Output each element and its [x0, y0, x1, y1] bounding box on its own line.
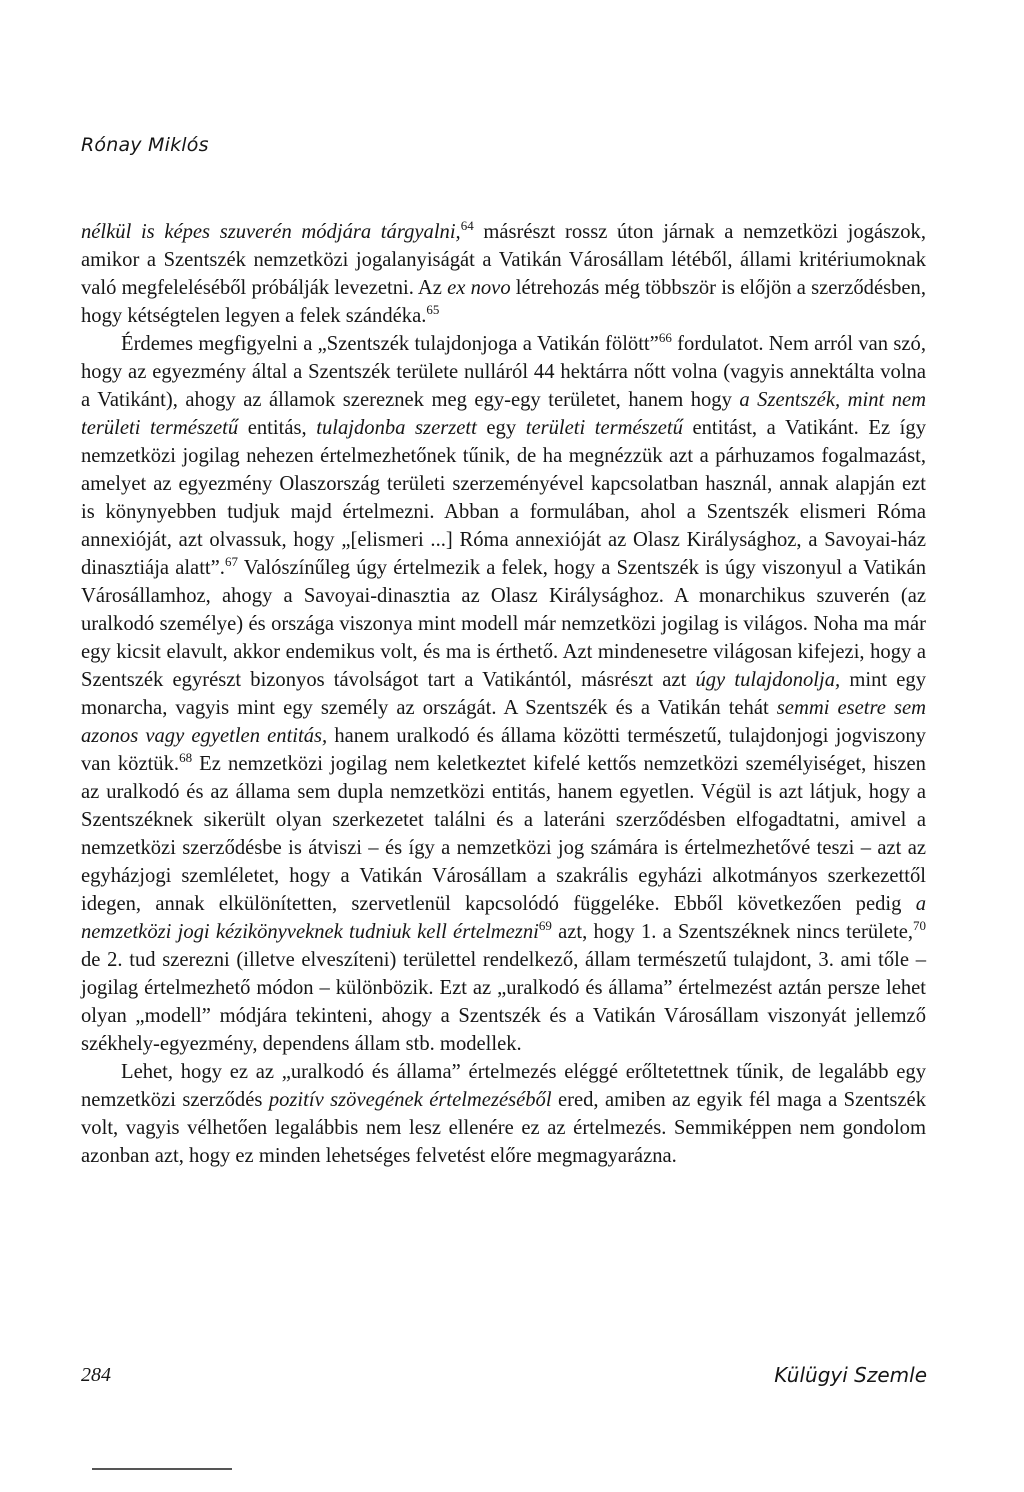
text-run: Lehet, hogy ez az „uralkodó és állama” értelmezés eléggé erőltetettnek tűnik, de legalább egy nemzetközi szerződés — [81, 1061, 926, 1111]
running-head-author: Rónay Miklós — [81, 134, 209, 156]
text-run: Valószínűleg úgy értelmezik a felek, hogy a Szentszék is úgy viszonyul a Vatikán Városállamhoz, ahogy a Savoyai-dinasztia az Olasz Királysághoz. A monarchikus szuverén (az uralkodó személye) és országa viszonya mint modell már nemzetközi jogilag is világos. Noha ma már egy kicsit elavult, akkor endemikus volt, és ma is érthető. Azt mindenesetre világosan kifejezi, hogy a Szentszék egyrészt bizonyos távolságot tart a Vatikántól, másrészt azt — [81, 557, 926, 691]
footnote-ref-65[interactable]: 65 — [426, 302, 440, 317]
footnote-ref-66[interactable]: 66 — [658, 330, 672, 345]
page-number: 284 — [81, 1364, 111, 1386]
text-run: hanem uralkodó és állama közötti természetű, tulajdonjogi jogviszony van köztük. — [81, 725, 926, 775]
text-run: ered, amiben az egyik fél maga a Szentszék volt, vagyis vélhetően legalábbis nem lesz ellenére ez az értelmezés. Semmiképpen nem gondolom azonban azt, hogy ez minden lehetséges felvetést előre megmagyarázna. — [81, 1089, 926, 1167]
italic-text: úgy tulajdonolja, — [695, 669, 841, 691]
text-run: mint egy monarcha, vagyis mint egy személy az országát. A Szentszék és a Vatikán tehát — [81, 669, 926, 719]
footnote-ref-67[interactable]: 67 — [224, 554, 238, 569]
text-run: Ez nemzetközi jogilag nem keletkeztet kifelé kettős nemzetközi személyiséget, hiszen az uralkodó és az állama sem dupla nemzetközi entitás, hanem egyetlen. Végül is azt látjuk, hogy a Szentszéknek sikerült olyan szerkezetet találni és a lateráni szerződésben elfogadtatni, amivel a nemzetközi szerződésbe is átviszi – és így a nemzetközi jog számára is értelmezhetővé teszi – azt az egyházjogi szemléletet, hogy a Vatikán Városállam a szakrális egyházi alkotmányos szerkezettől idegen, annak elkülönítetten, szervetlenül kapcsolódó függeléke. Ebből következően pedig — [81, 753, 926, 915]
journal-title: Külügyi Szemle — [774, 1363, 927, 1387]
text-run: fordulatot. Nem arról van szó, hogy az egyezmény által a Szentszék területe nulláról 44 hektárra nőtt volna (vagyis annektálta volna a Vatikánt), ahogy az államok szereznek meg egy-egy területet, hanem hogy — [81, 333, 927, 411]
article-body — [81, 218, 926, 1170]
italic-text: pozitív szövegének értelmezéséből — [268, 1089, 552, 1111]
italic-text: a Szentszék, mint nem területi természetű — [81, 389, 927, 439]
paragraph-1 — [81, 218, 926, 330]
text-run: Érdemes megfigyelni a „Szentszék tulajdonjoga a Vatikán fölött” — [121, 333, 659, 355]
paragraph-3 — [81, 1058, 926, 1170]
italic-text: semmi esetre sem azonos vagy egyetlen entitás, — [81, 697, 926, 747]
bottom-divider — [92, 1468, 232, 1470]
text-run: entitás, — [238, 417, 317, 439]
italic-text: területi természetű — [525, 417, 683, 439]
footnote-ref-64[interactable]: 64 — [460, 218, 474, 233]
footnote-ref-70[interactable]: 70 — [913, 918, 926, 933]
text-run: másrészt rossz úton járnak a nemzetközi jogászok, amikor a Szentszék nemzetközi jogalanyiságát a Vatikán Városállam létéből, állami kritériumoknak való megfeleléséből próbálják levezetni. Az — [81, 221, 926, 299]
text-run: létrehozás még többször is előjön a szerződésben, hogy kétségtelen legyen a felek szándéka. — [81, 277, 926, 327]
footnote-ref-68[interactable]: 68 — [179, 750, 193, 765]
text-run: azt, hogy 1. a Szentszéknek nincs területe, — [551, 921, 913, 943]
footnote-ref-69[interactable]: 69 — [538, 918, 552, 933]
italic-text: ex novo — [447, 277, 511, 299]
text-run: entitást, a Vatikánt. Ez így nemzetközi jogilag nehezen értelmezhetőnek tűnik, de ha megnézzük azt a párhuzamos fogalmazást, amelyet az egyezmény Olaszország területi szerzeményével kapcsolatban használ, annak alapján ezt is könynyebben tudjuk majd értelmezni. Abban a formulában, ahol a Szentszék elismeri Róma annexióját, azt olvassuk, hogy „[elismeri ...] Róma annexióját az Olasz Királysághoz, a Savoyai-ház dinasztiája alatt”. — [81, 417, 926, 579]
text-run: egy — [476, 417, 526, 439]
italic-text: nélkül is képes szuverén módjára tárgyalni, — [81, 221, 461, 243]
italic-text: tulajdonba szerzett — [316, 417, 477, 439]
paragraph-2 — [81, 330, 926, 1058]
text-run: de 2. tud szerezni (illetve elveszíteni) területtel rendelkező, állam természetű tulajdont, 3. ami tőle – jogilag értelmezhető módon – különbözik. Ezt az „uralkodó és állama” értelmezést aztán persze lehet olyan „modell” módjára tekinteni, ahogy a Szentszék és a Vatikán Városállam viszonyát jellemző székhely-egyezmény, dependens állam stb. modellek. — [81, 949, 926, 1055]
italic-text: a nemzetközi jogi kézikönyveknek tudniuk kell értelmezni — [81, 893, 926, 943]
